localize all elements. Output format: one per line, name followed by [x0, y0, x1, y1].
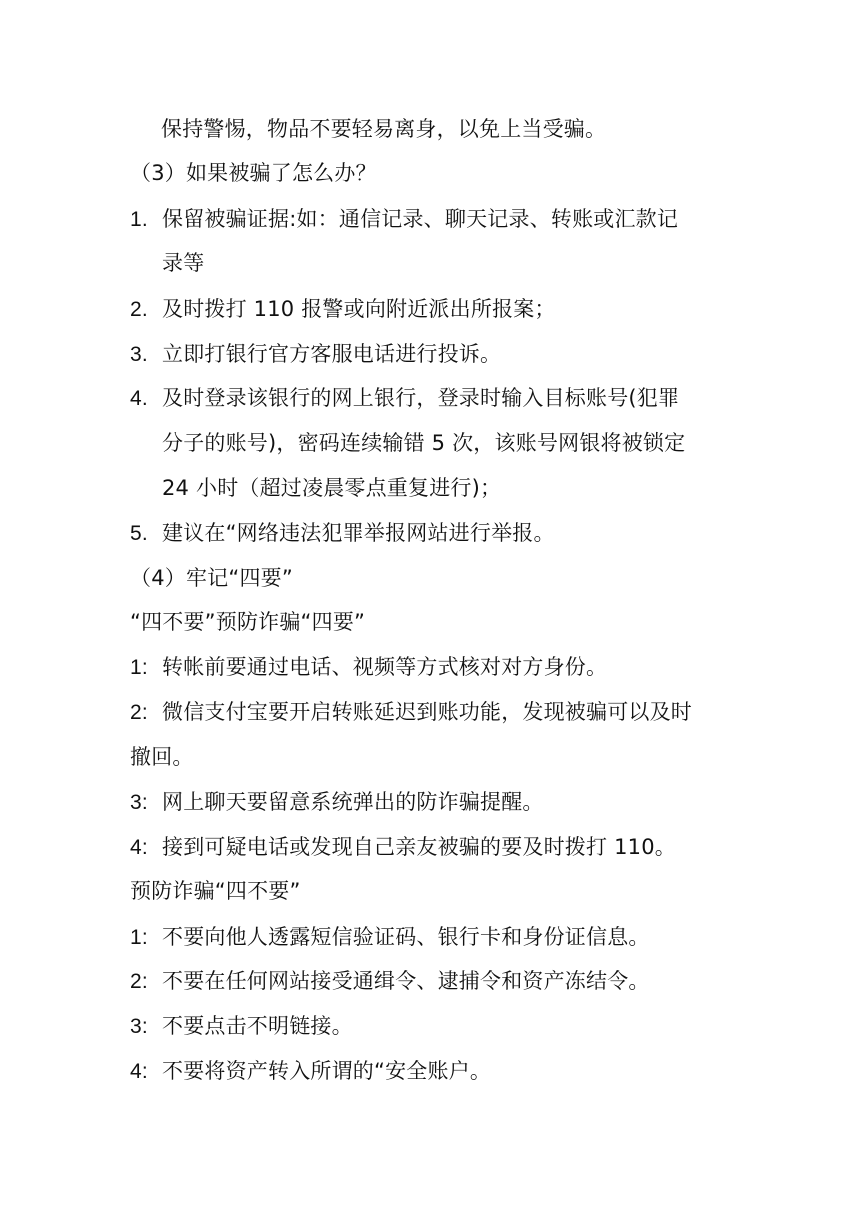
list-item-number: 4:	[130, 836, 148, 859]
list-item	[130, 787, 544, 818]
list-item-continuation: 分子的账号)，密码连续输错 5 次，该账号网银将被锁定	[162, 431, 686, 455]
list-item-text: 及时登录该银行的网上银行，登录时输入目标账号(犯罪	[162, 386, 680, 410]
list-item-number: 3:	[130, 1015, 148, 1038]
list-item-continuation: 撤回。	[130, 745, 194, 769]
list-item	[130, 294, 556, 325]
list-item	[130, 518, 555, 549]
list-item	[130, 339, 501, 370]
four-do-heading: “四不要”预防诈骗“四要”	[130, 610, 366, 634]
list-item	[130, 1011, 353, 1042]
list-item-text: 不要点击不明链接。	[162, 1014, 353, 1038]
continuation-line: 保持警惕，物品不要轻易离身，以免上当受骗。	[161, 117, 607, 141]
list-item-number: 3.	[130, 343, 148, 366]
list-item	[130, 697, 692, 728]
list-item-number: 2:	[130, 701, 148, 724]
list-item-text: 微信支付宝要开启转账延迟到账功能，发现被骗可以及时	[162, 700, 692, 724]
list-item-number: 2:	[130, 970, 148, 993]
list-item-text: 及时拨打 110 报警或向附近派出所报案；	[162, 297, 556, 321]
section-3-heading: （3）如果被骗了怎么办？	[130, 161, 377, 185]
list-item-number: 1.	[130, 208, 148, 231]
list-item-number: 4.	[130, 387, 148, 410]
list-item-number: 5.	[130, 522, 148, 545]
section-4-heading: （4）牢记“四要”	[130, 566, 293, 590]
list-item	[130, 383, 679, 414]
list-item	[130, 922, 650, 953]
list-item	[130, 652, 607, 683]
list-item-text: 建议在“网络违法犯罪举报网站进行举报。	[162, 521, 555, 545]
list-item-number: 1:	[130, 926, 148, 949]
list-item-text: 接到可疑电话或发现自己亲友被骗的要及时拨打 110。	[162, 835, 676, 859]
list-item-text: 转帐前要通过电话、视频等方式核对对方身份。	[162, 655, 608, 679]
list-item-number: 1:	[130, 656, 148, 679]
list-item-continuation: 24 小时（超过凌晨零点重复进行)；	[162, 476, 502, 500]
list-item	[130, 204, 678, 235]
list-item-text: 不要向他人透露短信验证码、银行卡和身份证信息。	[162, 925, 650, 949]
list-item	[130, 1056, 491, 1087]
list-item	[130, 966, 650, 997]
list-item-continuation: 录等	[162, 251, 205, 275]
list-item-text: 保留被骗证据:如：通信记录、聊天记录、转账或汇款记	[162, 207, 679, 231]
list-item-text: 立即打银行官方客服电话进行投诉。	[162, 342, 502, 366]
four-dont-heading: 预防诈骗“四不要”	[130, 879, 301, 903]
list-item-number: 2.	[130, 298, 148, 321]
list-item-text: 网上聊天要留意系统弹出的防诈骗提醒。	[162, 790, 544, 814]
list-item-number: 4:	[130, 1060, 148, 1083]
list-item-text: 不要在任何网站接受通缉令、逮捕令和资产冻结令。	[162, 969, 650, 993]
list-item-number: 3:	[130, 791, 148, 814]
list-item	[130, 832, 676, 863]
list-item-text: 不要将资产转入所谓的“安全账户。	[162, 1059, 492, 1083]
